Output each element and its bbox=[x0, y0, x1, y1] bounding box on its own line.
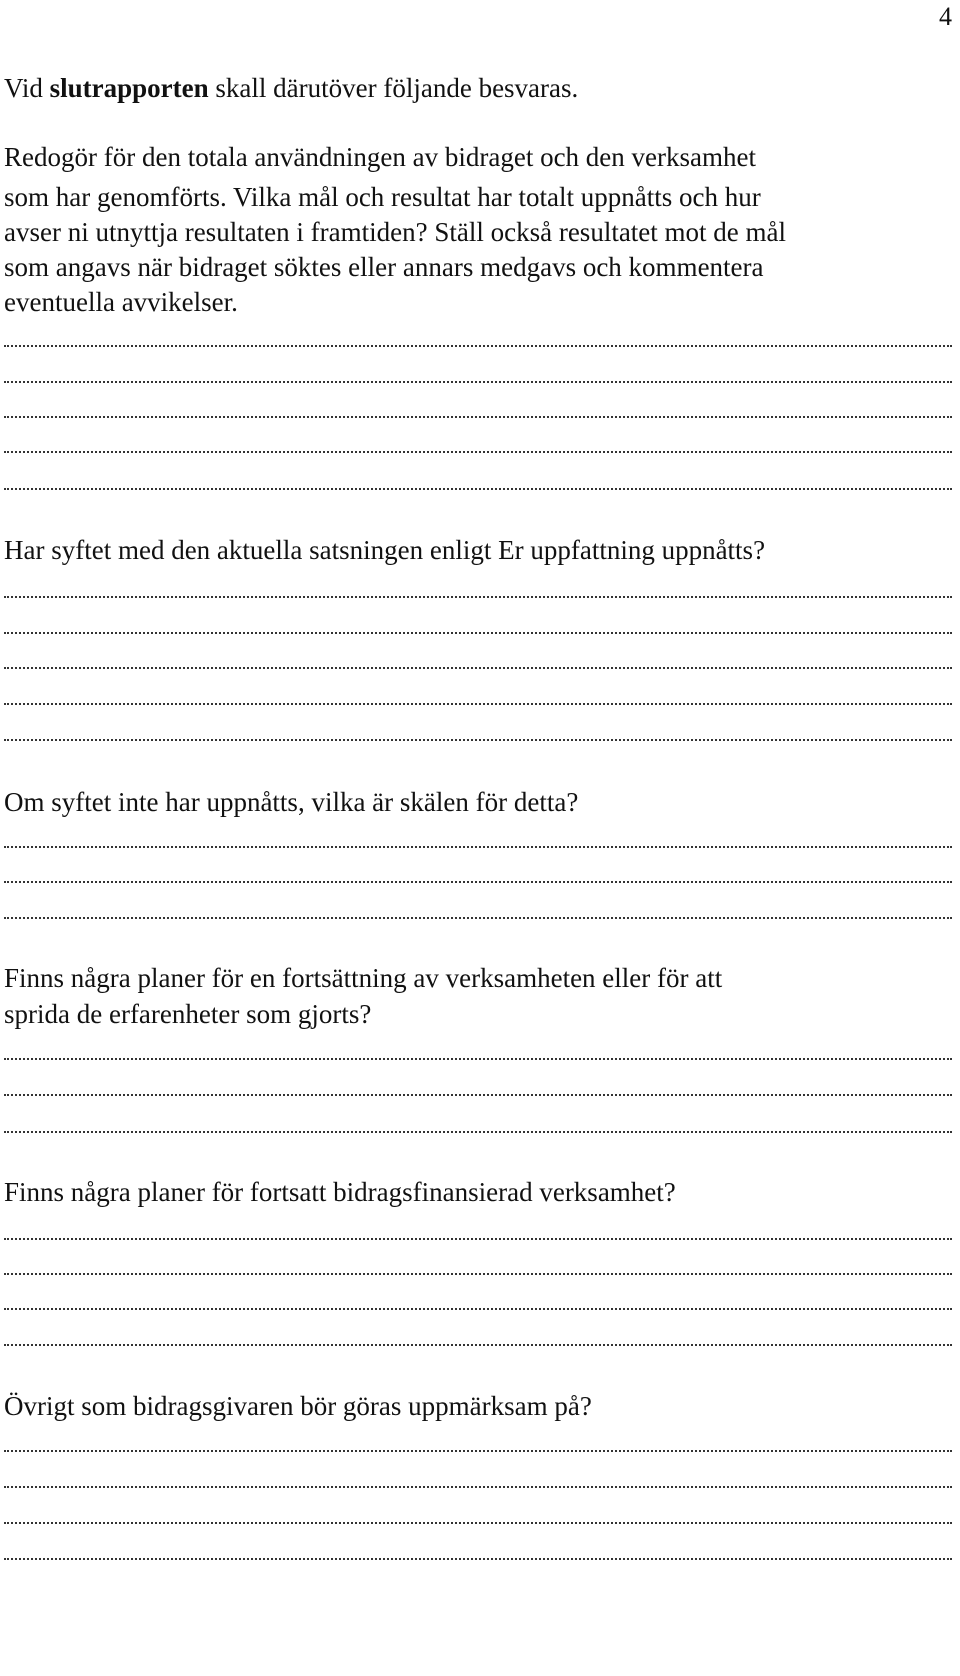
answer-line[interactable] bbox=[4, 667, 952, 669]
answer-line[interactable] bbox=[4, 632, 952, 634]
answer-line[interactable] bbox=[4, 881, 952, 883]
answer-line[interactable] bbox=[4, 846, 952, 848]
answer-line[interactable] bbox=[4, 917, 952, 919]
answer-line[interactable] bbox=[4, 1094, 952, 1096]
answer-line[interactable] bbox=[4, 596, 952, 598]
answer-line[interactable] bbox=[4, 1273, 952, 1275]
answer-line[interactable] bbox=[4, 1558, 952, 1560]
question-1-line-4: som angavs när bidraget söktes eller annars medgavs och kommentera bbox=[4, 252, 764, 282]
question-1-line-2: som har genomförts. Vilka mål och resultat har totalt uppnåtts och hur bbox=[4, 182, 761, 212]
answer-line[interactable] bbox=[4, 703, 952, 705]
answer-line[interactable] bbox=[4, 1308, 952, 1310]
page-number: 4 bbox=[939, 2, 952, 31]
answer-line[interactable] bbox=[4, 1058, 952, 1060]
answer-line[interactable] bbox=[4, 1131, 952, 1133]
question-1-line-5: eventuella avvikelser. bbox=[4, 287, 238, 317]
question-6: Övrigt som bidragsgivaren bör göras uppmärksam på? bbox=[4, 1391, 592, 1421]
answer-line[interactable] bbox=[4, 451, 952, 453]
answer-line[interactable] bbox=[4, 1450, 952, 1452]
intro-suffix: skall därutöver följande besvaras. bbox=[208, 73, 579, 103]
answer-line[interactable] bbox=[4, 1522, 952, 1524]
answer-line[interactable] bbox=[4, 488, 952, 490]
question-1-line-3: avser ni utnyttja resultaten i framtiden? Ställ också resultatet mot de mål bbox=[4, 217, 787, 247]
answer-line[interactable] bbox=[4, 1486, 952, 1488]
question-3: Om syftet inte har uppnåtts, vilka är skälen för detta? bbox=[4, 787, 579, 817]
intro-prefix: Vid bbox=[4, 73, 50, 103]
question-4-line-2: sprida de erfarenheter som gjorts? bbox=[4, 999, 372, 1029]
answer-line[interactable] bbox=[4, 739, 952, 741]
answer-line[interactable] bbox=[4, 416, 952, 418]
question-2: Har syftet med den aktuella satsningen enligt Er uppfattning uppnåtts? bbox=[4, 535, 766, 565]
question-5: Finns några planer för fortsatt bidragsfinansierad verksamhet? bbox=[4, 1177, 676, 1207]
answer-line[interactable] bbox=[4, 1344, 952, 1346]
answer-line[interactable] bbox=[4, 345, 952, 347]
answer-line[interactable] bbox=[4, 1238, 952, 1240]
intro-sentence bbox=[4, 68, 578, 108]
question-4-line-1: Finns några planer för en fortsättning av verksamheten eller för att bbox=[4, 963, 723, 993]
answer-line[interactable] bbox=[4, 381, 952, 383]
question-1-line-1: Redogör för den totala användningen av bidraget och den verksamhet bbox=[4, 142, 756, 172]
intro-bold-term: slutrapporten bbox=[49, 73, 209, 103]
